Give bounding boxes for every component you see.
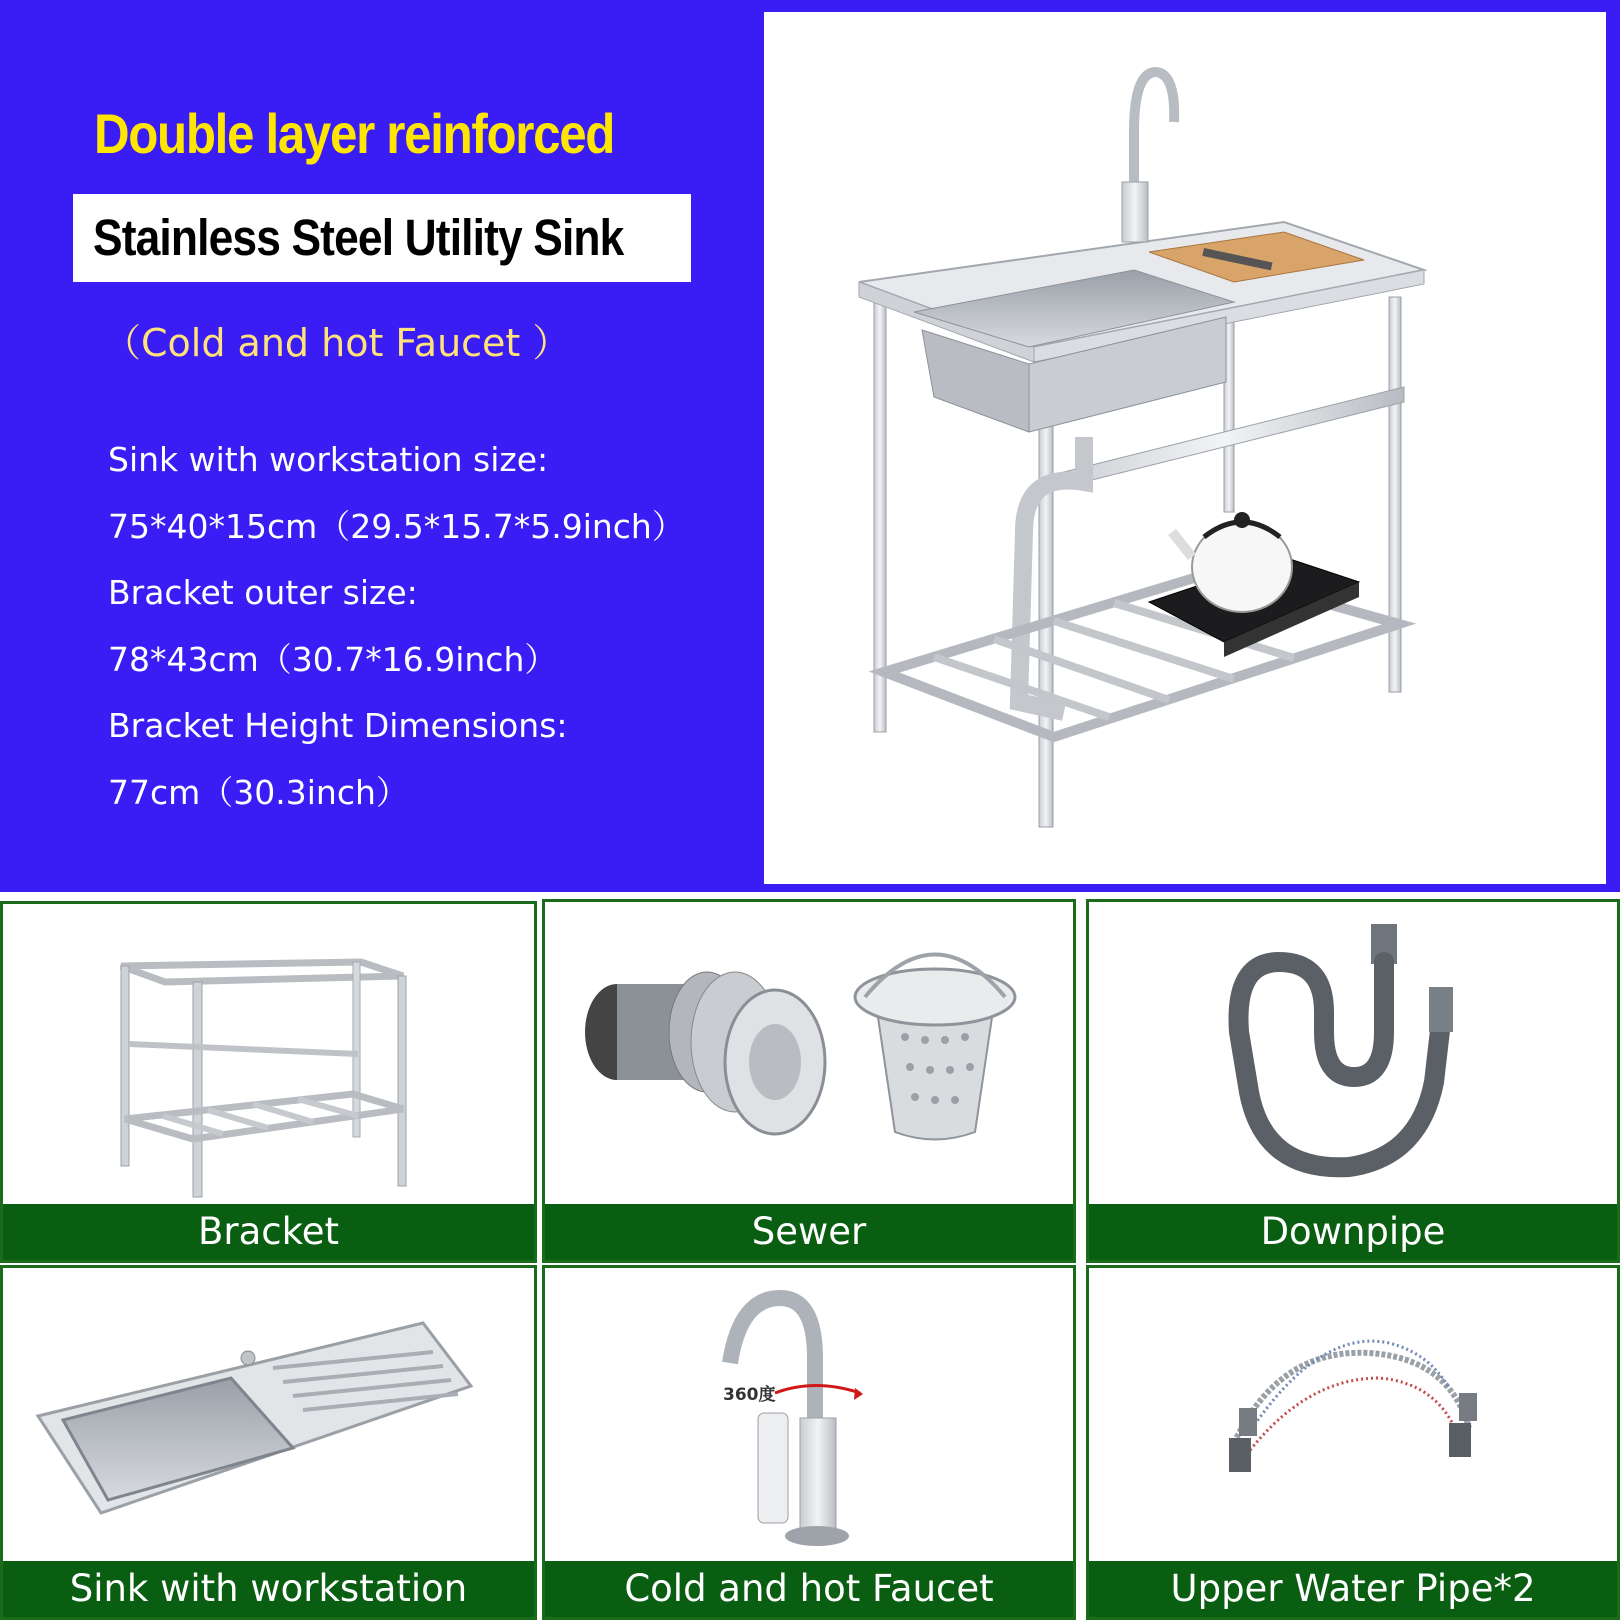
part-card-downpipe — [1086, 899, 1620, 1263]
product-name: Stainless Steel Utility Sink — [93, 209, 624, 266]
utility-sink-illustration — [764, 12, 1606, 884]
part-card-bracket — [0, 901, 537, 1263]
part-caption-faucet: Cold and hot Faucet — [545, 1561, 1073, 1617]
sink-basin-illustration — [3, 1268, 534, 1563]
product-photo — [764, 12, 1606, 884]
spec-line: Bracket outer size: — [108, 573, 418, 613]
spec-line: Sink with workstation size: — [108, 440, 549, 479]
bracket-illustration — [3, 904, 534, 1204]
part-caption-water-pipe: Upper Water Pipe*2 — [1089, 1561, 1617, 1617]
downpipe-illustration — [1089, 902, 1617, 1202]
spec-line: Bracket Height Dimensions: — [108, 706, 568, 746]
sewer-strainer-illustration — [545, 902, 1073, 1202]
faucet-note: （Cold and hot Faucet ） — [103, 321, 571, 365]
part-card-water-pipe — [1086, 1265, 1620, 1620]
part-card-sewer — [542, 899, 1076, 1263]
part-caption-sewer: Sewer — [545, 1204, 1073, 1260]
spec-line: 78*43cm（30.7*16.9inch） — [108, 639, 558, 679]
part-card-sink — [0, 1265, 537, 1620]
water-pipe-illustration — [1089, 1268, 1617, 1568]
part-card-faucet — [542, 1265, 1076, 1620]
faucet-rotation-label: 360度 — [723, 1385, 776, 1405]
product-name-banner — [73, 194, 691, 282]
spec-line: 75*40*15cm（29.5*15.7*5.9inch） — [108, 506, 685, 546]
faucet-illustration — [545, 1268, 1073, 1568]
spec-line: 77cm（30.3inch） — [108, 772, 409, 812]
parts-grid — [0, 895, 1620, 1620]
part-caption-bracket: Bracket — [3, 1204, 534, 1260]
headline: Double layer reinforced — [94, 102, 615, 165]
spec-list — [108, 434, 685, 834]
part-caption-downpipe: Downpipe — [1089, 1204, 1617, 1260]
part-caption-sink: Sink with workstation — [3, 1561, 534, 1617]
